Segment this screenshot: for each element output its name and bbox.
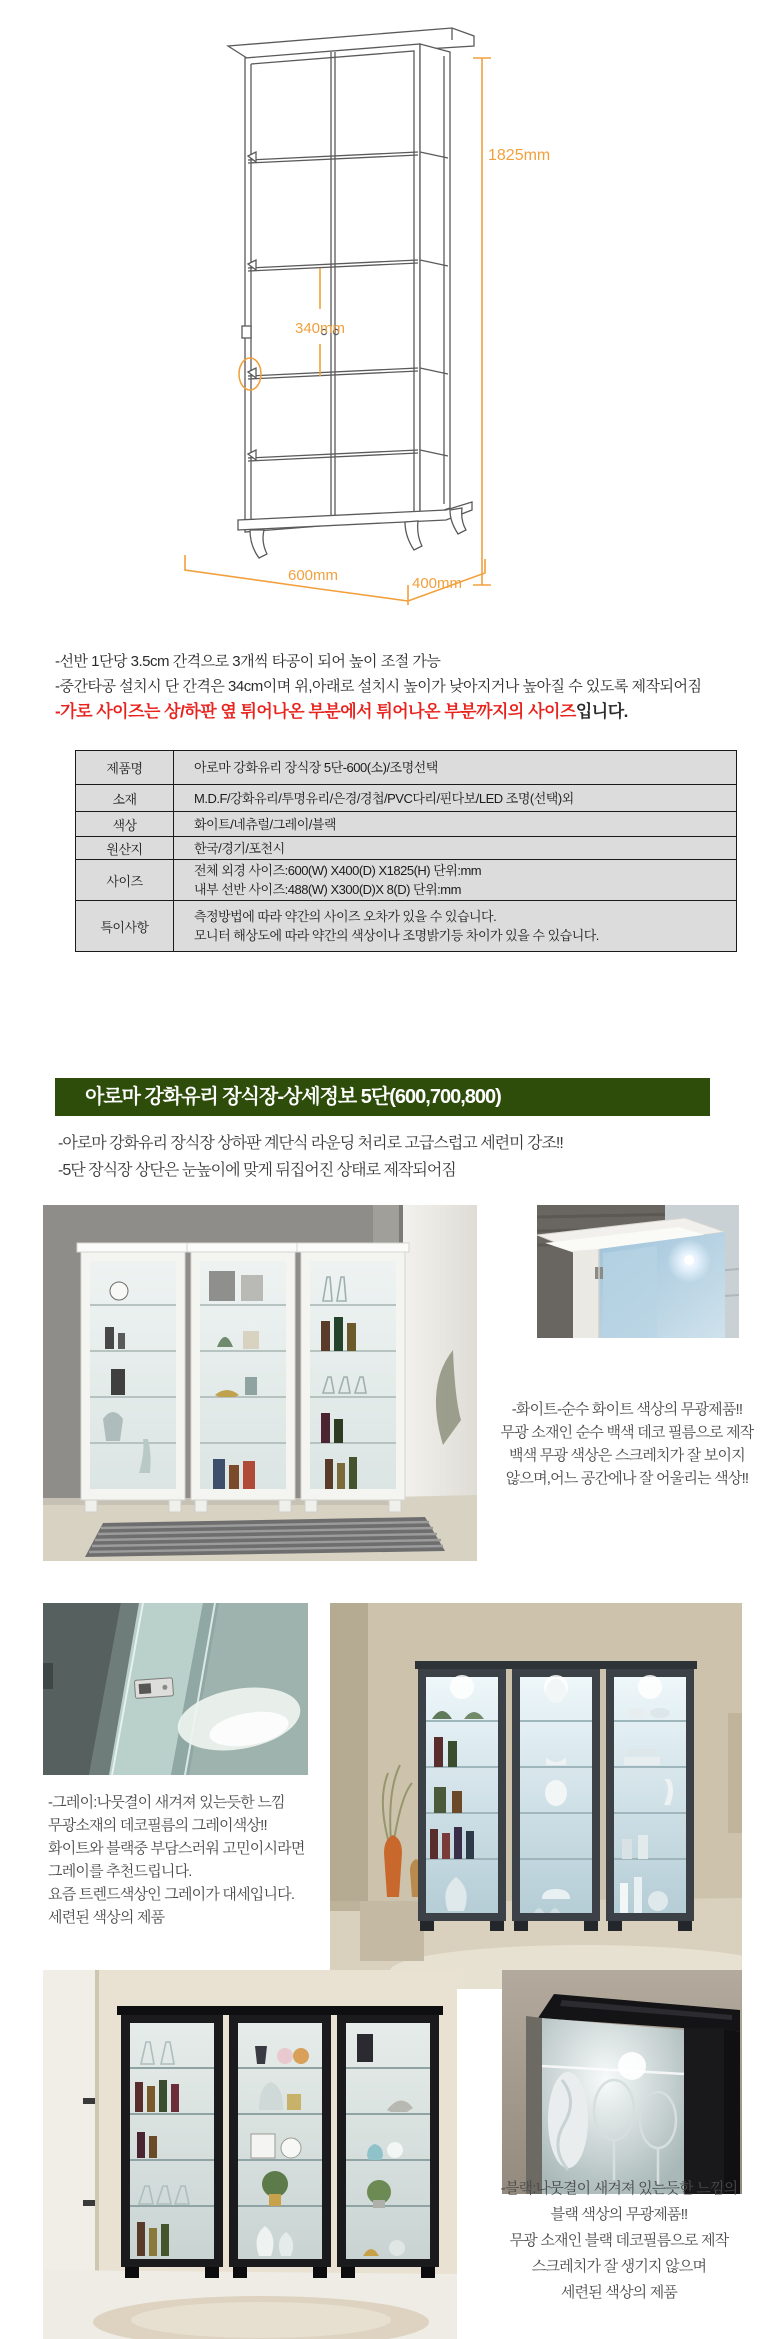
spec-table — [75, 750, 737, 952]
gray-caption — [48, 1791, 305, 1929]
gray-caption-line: 화이트와 블랙중 부담스러워 고민이시라면 — [48, 1840, 305, 1857]
spec-value-line: 한국/경기/포천시 — [194, 840, 285, 856]
white-caption — [497, 1398, 757, 1490]
spec-label: 원산지 — [76, 837, 174, 860]
white-caption-line: -화이트-순수 화이트 색상의 무광제품!! — [511, 1401, 743, 1418]
table-row — [76, 860, 737, 901]
dim-label-width: 600mm — [287, 567, 339, 584]
dim-label-height: 1825mm — [488, 147, 551, 164]
spec-label: 색상 — [76, 812, 174, 837]
spec-label: 제품명 — [76, 751, 174, 785]
spec-value — [174, 837, 737, 860]
gray-cabinet-room-photo — [330, 1603, 742, 1989]
black-cabinet-room-photo — [43, 1970, 457, 2339]
spec-value — [174, 751, 737, 785]
spec-value-line: 모니터 해상도에 따라 약간의 색상이나 조명밝기등 차이가 있을 수 있습니다. — [194, 928, 599, 943]
spec-value-line: M.D.F/강화유리/투명유리/은경/경첩/PVC다리/핀다보/LED 조명(선택)외 — [194, 790, 574, 806]
spec-label: 소재 — [76, 785, 174, 812]
dimension-diagram — [150, 10, 570, 610]
gray-caption-line: 세련된 색상의 제품 — [48, 1909, 165, 1926]
white-caption-line: 백색 무광 색상은 스크레치가 잘 보이지 — [509, 1447, 745, 1464]
black-caption-line: 무광 소재인 블랙 데코필름으로 제작 — [509, 2232, 729, 2249]
spec-value-line: 측정방법에 따라 약간의 사이즈 오차가 있을 수 있습니다. — [194, 909, 497, 924]
dim-label-depth: 400mm — [411, 575, 463, 592]
gray-caption-line: -그레이:나뭇결이 새겨져 있는듯한 느낌 — [48, 1794, 285, 1811]
gray-cabinet-closeup-photo — [43, 1603, 308, 1775]
white-caption-line: 않으며,어느 공간에나 잘 어울리는 색상!! — [505, 1470, 749, 1487]
gray-caption-line: 요즘 트렌드색상인 그레이가 대세입니다. — [48, 1886, 295, 1903]
spec-label: 사이즈 — [76, 860, 174, 901]
description-line-2: -5단 장식장 상단은 눈높이에 맞게 뒤집어진 상태로 제작되어짐 — [58, 1162, 456, 1179]
spec-value-line: 내부 선반 사이즈:488(W) X300(D)X 8(D) 단위:mm — [194, 882, 461, 897]
section-title-bar: 아로마 강화유리 장식장-상세정보 5단(600,700,800) — [55, 1078, 710, 1116]
white-caption-line: 무광 소재인 순수 백색 데코 필름으로 제작 — [500, 1424, 754, 1441]
spec-value-line: 아로마 강화유리 장식장 5단-600(소)/조명선택 — [194, 760, 438, 775]
table-row — [76, 901, 737, 952]
table-row — [76, 785, 737, 812]
white-cabinet-room-photo — [43, 1205, 477, 1561]
gray-caption-line: 무광소재의 데코필름의 그레이색상!! — [48, 1817, 267, 1834]
black-caption-line: 블랙 색상의 무광제품!! — [550, 2206, 688, 2223]
white-cabinet-closeup-photo — [537, 1205, 739, 1338]
spec-value — [174, 812, 737, 837]
note-line-3-red: -가로 사이즈는 상/하판 옆 튀어나온 부분에서 튀어나온 부분까지의 사이즈 — [55, 702, 576, 721]
spec-value — [174, 901, 737, 952]
spec-value-line: 화이트/네츄럴/그레이/블랙 — [194, 816, 336, 832]
black-cabinet-closeup-photo — [502, 1970, 742, 2194]
spec-value-line: 전체 외경 사이즈:600(W) X400(D) X1825(H) 단위:mm — [194, 863, 482, 878]
note-line-3-black: 입니다. — [575, 702, 628, 721]
note-line-3 — [55, 697, 628, 722]
spec-value — [174, 860, 737, 901]
black-caption-line: 스크레치가 잘 생기지 않으며 — [531, 2258, 707, 2275]
black-caption — [480, 2176, 758, 2306]
spec-value — [174, 785, 737, 812]
note-line-1: -선반 1단당 3.5cm 간격으로 3개씩 타공이 되어 높이 조절 가능 — [55, 653, 441, 670]
table-row — [76, 751, 737, 785]
cabinet-line-drawing — [150, 10, 570, 610]
black-caption-line: 세련된 색상의 제품 — [560, 2284, 678, 2301]
table-row — [76, 812, 737, 837]
gray-caption-line: 그레이를 추천드립니다. — [48, 1863, 192, 1880]
table-row — [76, 837, 737, 860]
description-line-1: -아로마 강화유리 장식장 상하판 계단식 라운딩 처리로 고급스럽고 세련미 강조!! — [58, 1135, 563, 1152]
dim-label-shelf-gap: 340mm — [294, 320, 346, 337]
note-line-2: -중간타공 설치시 단 간격은 34cm이며 위,아래로 설치시 높이가 낮아지거나 높아질 수 있도록 제작되어짐 — [55, 678, 702, 695]
spec-label: 특이사항 — [76, 901, 174, 952]
black-caption-line: -블랙:나뭇결이 새겨져 있는듯한 느낌의 — [500, 2180, 738, 2197]
